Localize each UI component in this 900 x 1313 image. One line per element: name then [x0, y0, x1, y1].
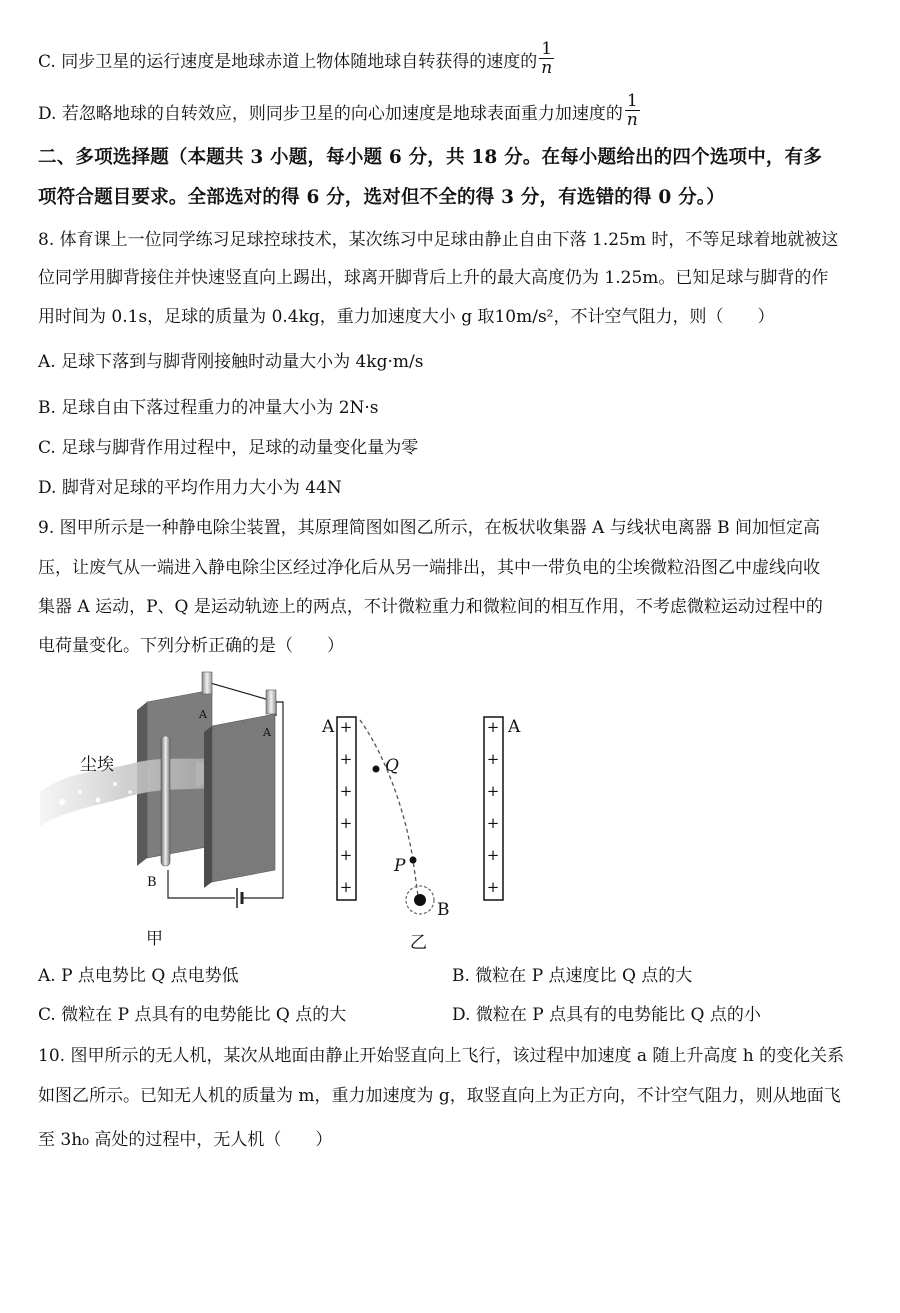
q10-stem-line2: 如图乙所示。已知无人机的质量为 m，重力加速度为 g，取竖直向上为正方向，不计空气阻力，则从地面飞: [38, 1086, 841, 1106]
wire-top: [207, 682, 276, 716]
figure-yi: [321, 717, 521, 953]
label-b: B: [437, 900, 450, 920]
q10-stem-line3: 至 3h₀ 高处的过程中，无人机（ ）: [38, 1130, 333, 1150]
q10-stem-line1: 10. 图甲所示的无人机，某次从地面由静止开始竖直向上飞行，该过程中加速度 a 随上升高度 h 的变化关系: [38, 1046, 845, 1066]
fraction-1-over-n: [539, 40, 554, 77]
plus-sign: +: [486, 846, 500, 864]
q8-stem-line1: 8. 体育课上一位同学练习足球控球技术，某次练习中足球由静止自由下落 1.25m 时，不等足球着地就被这: [38, 230, 839, 250]
terminal-front: [266, 690, 276, 714]
frac-num: 1: [625, 92, 640, 111]
q8-option-a: A. 足球下落到与脚背刚接触时动量大小为 4kg·m/s: [38, 352, 424, 372]
q7-option-d: [38, 91, 640, 133]
plus-sign: +: [486, 782, 500, 800]
plus-sign: +: [339, 846, 353, 864]
plus-sign: +: [339, 878, 353, 896]
plus-sign: +: [486, 718, 500, 736]
q8-option-b: B. 足球自由下落过程重力的冲量大小为 2N·s: [38, 398, 379, 418]
section2-heading-line2: 项符合题目要求。全部选对的得 6 分，选对但不全的得 3 分，有选错的得 0 分。）: [38, 187, 725, 208]
q7-option-d-text: D. 若忽略地球的自转效应，则同步卫星的向心加速度是地球表面重力加速度的: [38, 104, 623, 124]
q9-stem-line3: 集器 A 运动，P、Q 是运动轨迹上的两点，不计微粒重力和微粒间的相互作用，不考虑微粒运动过程中的: [38, 597, 823, 617]
q7-option-c-text: C. 同步卫星的运行速度是地球赤道上物体随地球自转获得的速度的: [38, 52, 538, 72]
label-b-rod: B: [147, 875, 157, 890]
frac-den: n: [626, 110, 638, 130]
label-a-left: A: [322, 717, 335, 737]
q9-stem-line4: 电荷量变化。下列分析正确的是（ ）: [38, 636, 344, 656]
fraction-1-over-n-2: [625, 92, 640, 129]
q9-figure: [0, 660, 900, 960]
q8-option-d: D. 脚背对足球的平均作用力大小为 44N: [38, 478, 342, 498]
label-p: P: [394, 856, 406, 876]
dust-particle: [96, 798, 101, 803]
dust-particle: [128, 790, 132, 794]
plus-sign: +: [339, 750, 353, 768]
ionizer-wire: [414, 894, 426, 906]
dust-particle: [59, 799, 65, 805]
plus-sign: +: [486, 814, 500, 832]
q9-stem-line2: 压，让废气从一端进入静电除尘区经过净化后从另一端排出，其中一带负电的尘埃微粒沿图乙中虚线向收: [38, 558, 820, 578]
label-q: Q: [385, 756, 399, 776]
frac-num: 1: [539, 40, 554, 59]
collector-plate-front: [212, 714, 275, 882]
ionizer-rod: [161, 736, 170, 866]
terminal-back: [202, 672, 212, 694]
caption-yi: 乙: [410, 933, 427, 953]
section2-heading-line1: 二、多项选择题（本题共 3 小题，每小题 6 分，共 18 分。在每小题给出的四个选项中，有多: [38, 147, 823, 168]
dust-particle: [78, 790, 82, 794]
label-a-front: A: [263, 726, 271, 739]
q9-option-d: D. 微粒在 P 点具有的电势能比 Q 点的小: [452, 1005, 761, 1025]
caption-jia: 甲: [146, 929, 163, 949]
q7-option-c: [38, 39, 554, 81]
label-a-right: A: [508, 717, 521, 737]
q9-option-a: A. P 点电势比 Q 点电势低: [38, 966, 239, 986]
point-p: [410, 857, 417, 864]
q8-stem-line2: 位同学用脚背接住并快速竖直向上踢出，球离开脚背后上升的最大高度仍为 1.25m。已知足球与脚背的作: [38, 268, 829, 288]
q8-stem-line3: 用时间为 0.1s，足球的质量为 0.4kg，重力加速度大小 g 取10m/s²，不计空气阻力，则（ ）: [38, 307, 775, 327]
figure-jia: [40, 672, 283, 949]
collector-plate-front-side: [204, 726, 212, 888]
plus-sign: +: [339, 814, 353, 832]
plus-sign: +: [339, 782, 353, 800]
collector-plate-right: [484, 717, 503, 900]
particle-trajectory: [360, 720, 418, 896]
dust-label: 尘埃: [80, 755, 114, 775]
point-q: [373, 766, 380, 773]
plus-sign: +: [339, 718, 353, 736]
q9-option-b: B. 微粒在 P 点速度比 Q 点的大: [452, 966, 693, 986]
dust-particle: [113, 782, 117, 786]
q9-stem-line1: 9. 图甲所示是一种静电除尘装置，其原理简图如图乙所示，在板状收集器 A 与线状电离器 B 间加恒定高: [38, 518, 821, 538]
q9-option-c: C. 微粒在 P 点具有的电势能比 Q 点的大: [38, 1005, 347, 1025]
label-a-back: A: [199, 708, 207, 721]
plus-sign: +: [486, 878, 500, 896]
q8-option-c: C. 足球与脚背作用过程中，足球的动量变化量为零: [38, 438, 419, 458]
plus-sign: +: [486, 750, 500, 768]
frac-den: n: [541, 58, 553, 78]
collector-plate-left: [337, 717, 356, 900]
